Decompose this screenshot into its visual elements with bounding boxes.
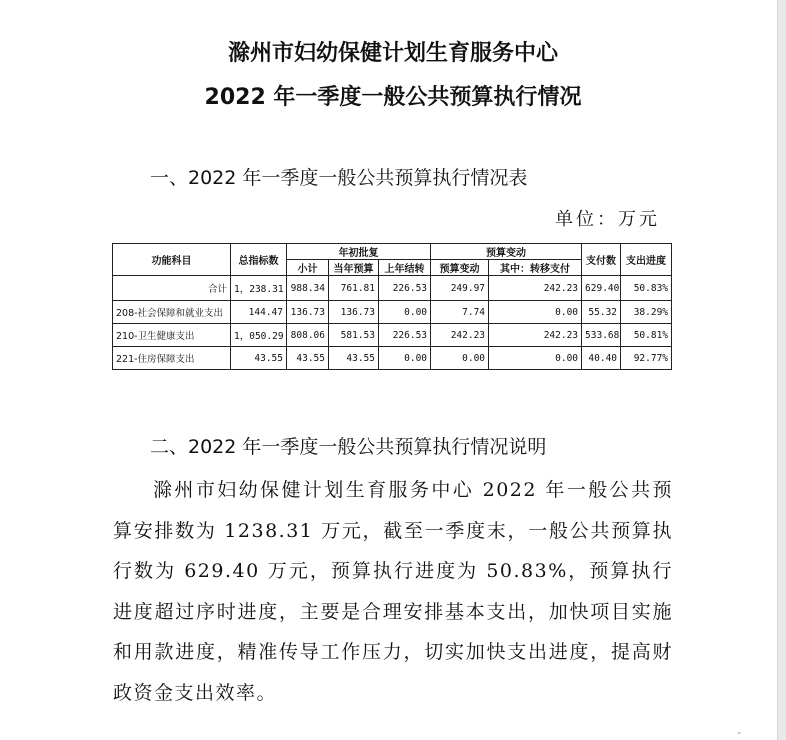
cell-current: 761.81: [329, 276, 379, 301]
table-row: [113, 301, 672, 324]
cell-change: 249.97: [431, 276, 489, 301]
cell-subtotal: 808.06: [287, 324, 329, 347]
cell-paid: 40.40: [582, 347, 621, 370]
section2-heading: 二、2022 年一季度一般公共预算执行情况说明: [150, 436, 547, 458]
cell-change: 7.74: [431, 301, 489, 324]
header-change-amount: 预算变动: [431, 260, 489, 276]
cell-transfer: 0.00: [489, 301, 582, 324]
page-scroll-edge: [777, 0, 786, 740]
table-row: [113, 324, 672, 347]
cell-carryover: 0.00: [379, 347, 431, 370]
table-row: [113, 347, 672, 370]
cell-paid: 55.32: [582, 301, 621, 324]
unit-label: 单位：万元: [555, 209, 660, 230]
header-paid: 支付数: [582, 244, 621, 276]
cell-transfer: 242.23: [489, 324, 582, 347]
header-initial-current: 当年预算: [329, 260, 379, 276]
cell-carryover: 226.53: [379, 324, 431, 347]
cell-change: 0.00: [431, 347, 489, 370]
section1-heading: 一、2022 年一季度一般公共预算执行情况表: [150, 167, 528, 189]
header-change-transfer: 其中：转移支付: [489, 260, 582, 276]
cell-transfer: 242.23: [489, 276, 582, 301]
explanation-paragraph: 滁州市妇幼保健计划生育服务中心 2022 年一般公共预算安排数为 1238.31 万元，截至一季度末，一般公共预算执行数为 629.40 万元，预算执行进度为 50.83%，预算执行进度超过序时进度，主要是合理安排基本支出，加快项目实施和用款进度，精准传导工作压力，切实加快支出进度，提高财政资金支出效率。: [113, 479, 673, 704]
row-label: 合计: [113, 276, 231, 301]
cell-paid: 533.68: [582, 324, 621, 347]
cell-total: 144.47: [231, 301, 287, 324]
header-total-target: 总指标数: [231, 244, 287, 276]
header-subject: 功能科目: [113, 244, 231, 276]
cell-total: 1，238.31: [231, 276, 287, 301]
header-change-group: 预算变动: [431, 244, 582, 260]
cell-subtotal: 988.34: [287, 276, 329, 301]
header-initial-carryover: 上年结转: [379, 260, 431, 276]
header-initial-group: 年初批复: [287, 244, 431, 260]
cell-current: 136.73: [329, 301, 379, 324]
cell-progress: 50.83%: [621, 276, 672, 301]
cell-subtotal: 136.73: [287, 301, 329, 324]
cell-progress: 38.29%: [621, 301, 672, 324]
cell-current: 581.53: [329, 324, 379, 347]
cell-carryover: 226.53: [379, 276, 431, 301]
table-row-total: [113, 276, 672, 301]
row-label: 208-社会保障和就业支出: [113, 301, 231, 324]
cell-total: 1，050.29: [231, 324, 287, 347]
header-initial-subtotal: 小计: [287, 260, 329, 276]
cell-change: 242.23: [431, 324, 489, 347]
cell-progress: 92.77%: [621, 347, 672, 370]
cell-paid: 629.40: [582, 276, 621, 301]
document-title-line2: 2022 年一季度一般公共预算执行情况: [204, 85, 582, 110]
document-title-line1: 滁州市妇幼保健计划生育服务中心: [227, 41, 558, 66]
cell-progress: 50.81%: [621, 324, 672, 347]
row-label: 221-住房保障支出: [113, 347, 231, 370]
cell-subtotal: 43.55: [287, 347, 329, 370]
cell-carryover: 0.00: [379, 301, 431, 324]
header-progress: 支出进度: [621, 244, 672, 276]
cell-transfer: 0.00: [489, 347, 582, 370]
cell-total: 43.55: [231, 347, 287, 370]
row-label: 210-卫生健康支出: [113, 324, 231, 347]
corner-mark: ": [738, 732, 741, 739]
budget-table: [112, 243, 672, 370]
cell-current: 43.55: [329, 347, 379, 370]
